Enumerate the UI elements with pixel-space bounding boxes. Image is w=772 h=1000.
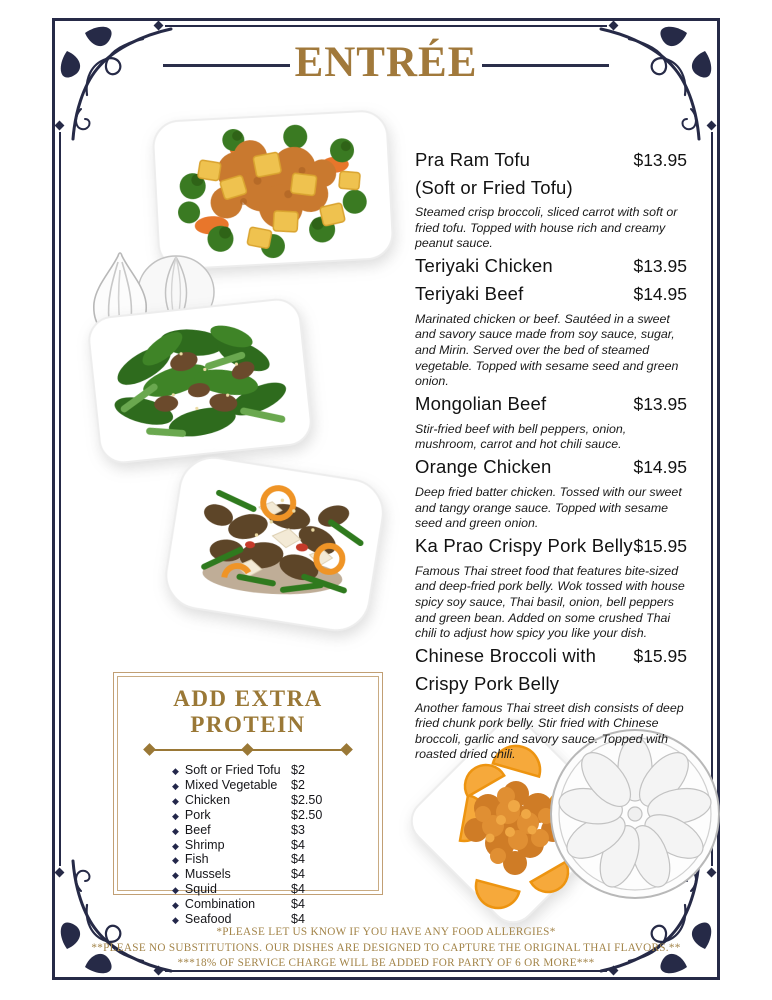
footer-notes [0,925,772,972]
menu-item-mongolian-beef [415,390,687,453]
diamond-bullet-icon: ◆ [172,900,179,911]
protein-label: Beef [184,822,211,837]
protein-row [114,764,382,779]
item-price: $14.95 [633,456,687,477]
protein-label: Mussels [184,867,231,882]
protein-row [114,868,382,883]
menu-list [415,146,687,763]
protein-row [114,853,382,868]
item-name: Chinese Broccoli with [415,644,597,666]
protein-box-title: ADD EXTRA PROTEIN [173,686,323,737]
add-extra-protein-box [113,672,383,927]
page-title: ENTRÉE [294,39,478,86]
item-description: Another famous Thai street dish consists of deep fried chunk pork belly. Stir fried with Chinese broccoli, garlic and savory sauce. Topped with roasted dried chili. [415,700,684,762]
diamond-bullet-icon: ◆ [172,855,179,866]
item-name: Orange Chicken [415,455,552,477]
protein-row [114,839,382,854]
menu-item-pra-ram-tofu [415,146,687,252]
protein-price: $4 [291,897,305,912]
diamond-bullet-icon: ◆ [172,795,179,806]
protein-label: Squid [184,882,217,897]
protein-price: $4 [291,882,305,897]
gold-diamond-icon [143,743,156,756]
diamond-bullet-icon: ◆ [172,885,179,896]
item-price: $13.95 [633,150,687,170]
gold-diamond-icon [340,743,353,756]
protein-row [114,779,382,794]
item-price: $14.95 [633,283,687,304]
protein-label: Shrimp [184,837,225,852]
footer-line-allergies: *PLEASE LET US KNOW IF YOU HAVE ANY FOOD ALLERGIES* [216,926,556,938]
diamond-bullet-icon: ◆ [172,810,179,821]
item-name: Teriyaki Beef [415,282,524,304]
item-price: $13.95 [633,255,687,276]
protein-row [114,794,382,809]
item-description: Marinated chicken or beef. Sautéed in a sweet and savory sauce made from soy sauce, sugar, and Mirin. Served over the bed of steamed vegetable. Topped with sesame seed and green onion. [415,311,679,389]
protein-row [114,824,382,839]
protein-price: $2.50 [291,807,323,822]
footer-line-service-charge: ***18% OF SERVICE CHARGE WILL BE ADDED FOR PARTY OF 6 OR MORE*** [177,957,595,969]
item-subname: (Soft or Fried Tofu) [415,177,573,198]
item-name: Ka Prao Crispy Pork Belly [415,534,633,556]
diamond-bullet-icon: ◆ [172,915,179,926]
diamond-bullet-icon: ◆ [172,825,179,836]
title-rule-right [482,64,609,67]
diamond-bullet-icon: ◆ [172,840,179,851]
protein-price: $2.50 [291,792,323,807]
frame-inner-line-left [59,132,61,866]
mongolian-beef-photo [148,452,402,640]
frame-inner-line-top [165,25,607,27]
protein-label: Soft or Fried Tofu [184,763,281,777]
item-price: $13.95 [633,393,687,414]
footer-line-substitutions: **PLEASE NO SUBSTITUTIONS. OUR DISHES ARE DESIGNED TO CAPTURE THE ORIGINAL THAI FLAVORS.** [91,941,681,954]
gold-diamond-icon [241,743,254,756]
diamond-bullet-icon: ◆ [172,780,179,791]
item-subname: Crispy Pork Belly [415,672,560,694]
protein-box-divider [145,745,351,754]
item-price: $15.95 [633,535,687,556]
menu-item-ka-prao-pork-belly [415,532,687,642]
chinese-broccoli-stir-fry-photo [78,289,322,474]
menu-item-orange-chicken [415,453,687,532]
item-description: Deep fried batter chicken. Tossed with our sweet and tangy orange sauce. Topped with sesame seed and green onion. [415,484,682,531]
item-price: $15.95 [633,645,687,666]
protein-price: $4 [291,837,305,852]
diamond-bullet-icon: ◆ [172,766,179,776]
item-name: Teriyaki Chicken [415,254,553,276]
protein-price: $3 [291,822,305,837]
protein-label: Combination [184,897,256,912]
item-name: Mongolian Beef [415,392,547,414]
protein-price: $2 [291,777,305,792]
protein-price: $2 [291,763,305,777]
protein-row [114,809,382,824]
protein-label: Seafood [184,912,232,927]
protein-price: $4 [291,867,305,882]
protein-price: $4 [291,912,305,927]
item-name: Pra Ram Tofu [415,149,531,170]
protein-list [114,764,382,928]
protein-label: Chicken [184,792,231,807]
protein-label: Pork [184,807,211,822]
protein-row [114,883,382,898]
menu-item-teriyaki [415,252,687,390]
protein-price: $4 [291,852,305,867]
protein-row [114,898,382,913]
item-description: Stir-fried beef with bell peppers, onion, mushroom, carrot and hot chili sauce. [415,421,627,452]
protein-label: Mixed Vegetable [184,777,278,792]
protein-label: Fish [184,852,209,867]
menu-item-chinese-broccoli-pork-belly [415,642,687,763]
item-description: Steamed crisp broccoli, sliced carrot with soft or fried tofu. Topped with house rich and creamy peanut sauce. [415,205,678,251]
item-description: Famous Thai street food that features bite-sized and deep-fried pork belly. Wok tossed with house spicy soy sauce, Thai basil, onion, bell peppers and green bean. Added on some crushed Thai chili to adjust how spicy you like your dish. [415,563,685,641]
diamond-bullet-icon: ◆ [172,870,179,881]
